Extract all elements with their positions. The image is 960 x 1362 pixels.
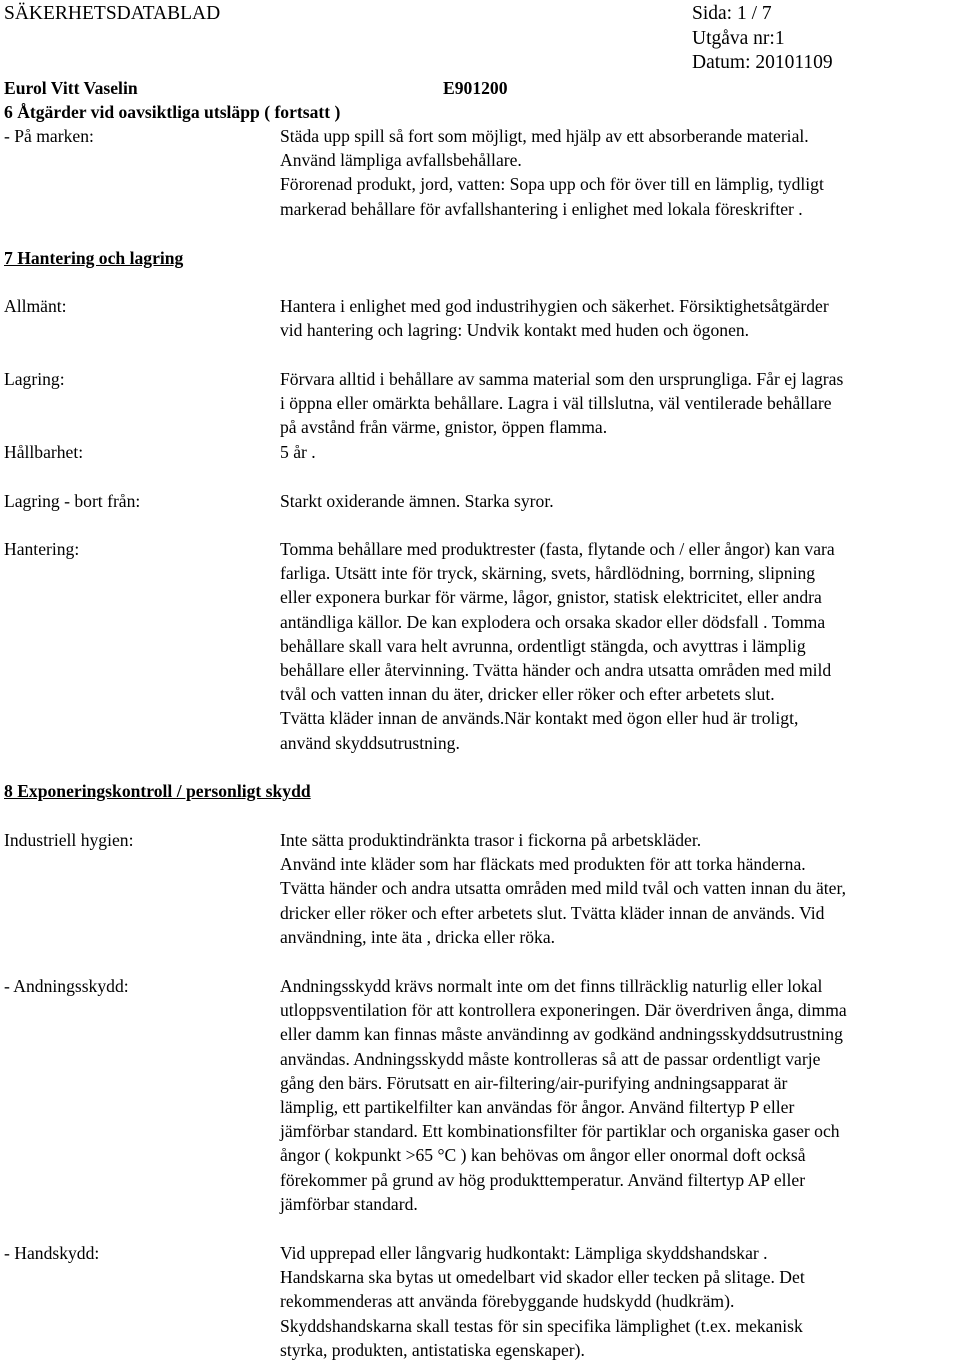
text-line: utloppsventilation för att kontrollera exponeringen. Där överdriven ånga, dimma <box>280 1000 847 1021</box>
industrial-hygiene-text <box>280 828 960 949</box>
section-8-heading: 8 Exponeringskontroll / personligt skydd <box>4 781 311 801</box>
text-line: styrka, produkten, antistatiska egenskaper). <box>280 1339 585 1360</box>
text-line: på avstånd från värme, gnistor, öppen flamma. <box>280 417 608 438</box>
text-line: Tvätta händer och andra utsatta områden med mild tvål och vatten innan du äter, <box>280 878 846 899</box>
text-line: jämförbar standard. <box>280 1193 418 1214</box>
text-line: rekommenderas att använda förebyggande hudskydd (hudkräm). <box>280 1291 735 1312</box>
text-line: dricker eller röker och efter arbetets slut. Tvätta kläder innan de används. Vid <box>280 902 825 923</box>
text-line: ångor ( kokpunkt >65 °C ) kan behövas om ångor eller onormal doft också <box>280 1145 806 1166</box>
text-line: markerad behållare för avfallshantering i enlighet med lokala föreskrifter . <box>280 198 803 219</box>
text-line: jämförbar standard. Ett kombinationsfilter för partiklar och organiska gaser och <box>280 1121 840 1142</box>
store-away-label: Lagring - bort från: <box>4 491 141 511</box>
text-line: behållare eller återvinning. Tvätta händer och andra utsatta områden med mild <box>280 660 832 681</box>
text-line: tvål och vatten innan du äter, dricker eller röker och efter arbetets slut. <box>280 684 775 705</box>
handling-label: Hantering: <box>4 539 80 559</box>
text-line: användning, inte äta , dricka eller röka. <box>280 926 556 947</box>
text-line: Använd lämpliga avfallsbehållare. <box>280 150 522 171</box>
shelf-life-value: 5 år . <box>280 442 316 462</box>
text-line: farliga. Utsätt inte för tryck, skärning, svets, hårdlödning, borrning, slipning <box>280 563 816 584</box>
hand-protection-text <box>280 1241 960 1362</box>
text-line: Inte sätta produktindränkta trasor i fickorna på arbetskläder. <box>280 830 702 850</box>
text-line: antändliga källor. De kan explodera och orsaka skador eller dödsfall . Tomma <box>280 611 826 632</box>
text-line: behållare skall vara helt avrunna, ordentligt stängda, och avyttras i lämplig <box>280 635 806 656</box>
store-away-value: Starkt oxiderande ämnen. Starka syror. <box>280 491 554 511</box>
text-line: eller exponera burkar för värme, lågor, gnistor, statisk elektricitet, eller andra <box>280 587 822 608</box>
general-text <box>280 294 960 342</box>
section-6-heading: 6 Åtgärder vid oavsiktliga utsläpp ( fortsatt ) <box>4 102 341 122</box>
edition-number: Utgåva nr:1 <box>692 28 785 49</box>
text-line: använd skyddsutrustning. <box>280 732 460 753</box>
document-title: SÄKERHETSDATABLAD <box>4 3 221 24</box>
text-line: Hantera i enlighet med god industrihygien och säkerhet. Försiktighetsåtgärder <box>280 296 829 316</box>
storage-label: Lagring: <box>4 369 65 389</box>
text-line: användas. Andningsskydd måste kontrolleras så att de passar ordentligt varje <box>280 1048 821 1069</box>
text-line: Vid upprepad eller långvarig hudkontakt: Lämpliga skyddshandskar . <box>280 1243 768 1263</box>
section-7-heading: 7 Hantering och lagring <box>4 248 184 268</box>
text-line: Tomma behållare med produktrester (fasta, flytande och / eller ångor) kan vara <box>280 539 835 559</box>
shelf-life-label: Hållbarhet: <box>4 442 84 462</box>
document-date: Datum: 20101109 <box>692 52 833 73</box>
hand-protection-label: - Handskydd: <box>4 1243 100 1263</box>
general-label: Allmänt: <box>4 296 67 316</box>
text-line: lämplig, ett partikelfilter kan användas för ångor. Använd filtertyp P eller <box>280 1097 795 1118</box>
text-line: vid hantering och lagring: Undvik kontakt med huden och ögonen. <box>280 320 750 341</box>
text-line: i öppna eller omärkta behållare. Lagra i väl tillslutna, väl ventilerade behållare <box>280 393 832 414</box>
industrial-hygiene-label: Industriell hygien: <box>4 830 134 850</box>
product-code: E901200 <box>443 78 508 98</box>
text-line: Förvara alltid i behållare av samma material som den ursprungliga. Får ej lagras <box>280 369 844 389</box>
respiratory-text <box>280 974 960 1216</box>
text-line: gång den bärs. Förutsatt en air-filtering/air-purifying andningsapparat är <box>280 1072 788 1093</box>
text-line: förekommer på grund av hög produkttemperatur. Använd filtertyp AP eller <box>280 1169 806 1190</box>
text-line: Använd inte kläder som har fläckats med produkten för att torka händerna. <box>280 854 806 875</box>
text-line: Andningsskydd krävs normalt inte om det finns tillräcklig naturlig eller lokal <box>280 976 823 996</box>
text-line: eller damm kan finnas måste användinng av godkänd andningsskyddsutrustning <box>280 1024 843 1045</box>
text-line: Tvätta kläder innan de används.När kontakt med ögon eller hud är troligt, <box>280 708 799 729</box>
text-line: Förorenad produkt, jord, vatten: Sopa upp och för över till en lämplig, tydligt <box>280 174 824 195</box>
text-line: Handskarna ska bytas ut omedelbart vid skador eller tecken på slitage. Det <box>280 1267 805 1288</box>
respiratory-label: - Andningsskydd: <box>4 976 129 996</box>
storage-text <box>280 367 960 440</box>
on-ground-label: - På marken: <box>4 126 94 146</box>
product-name: Eurol Vitt Vaselin <box>4 78 138 98</box>
text-line: Skyddshandskarna skall testas för sin specifika lämplighet (t.ex. mekanisk <box>280 1315 803 1336</box>
on-ground-text <box>280 124 960 221</box>
text-line: Städa upp spill så fort som möjligt, med hjälp av ett absorberande material. <box>280 126 809 146</box>
handling-text <box>280 537 960 755</box>
page-number: Sida: 1 / 7 <box>692 3 772 24</box>
